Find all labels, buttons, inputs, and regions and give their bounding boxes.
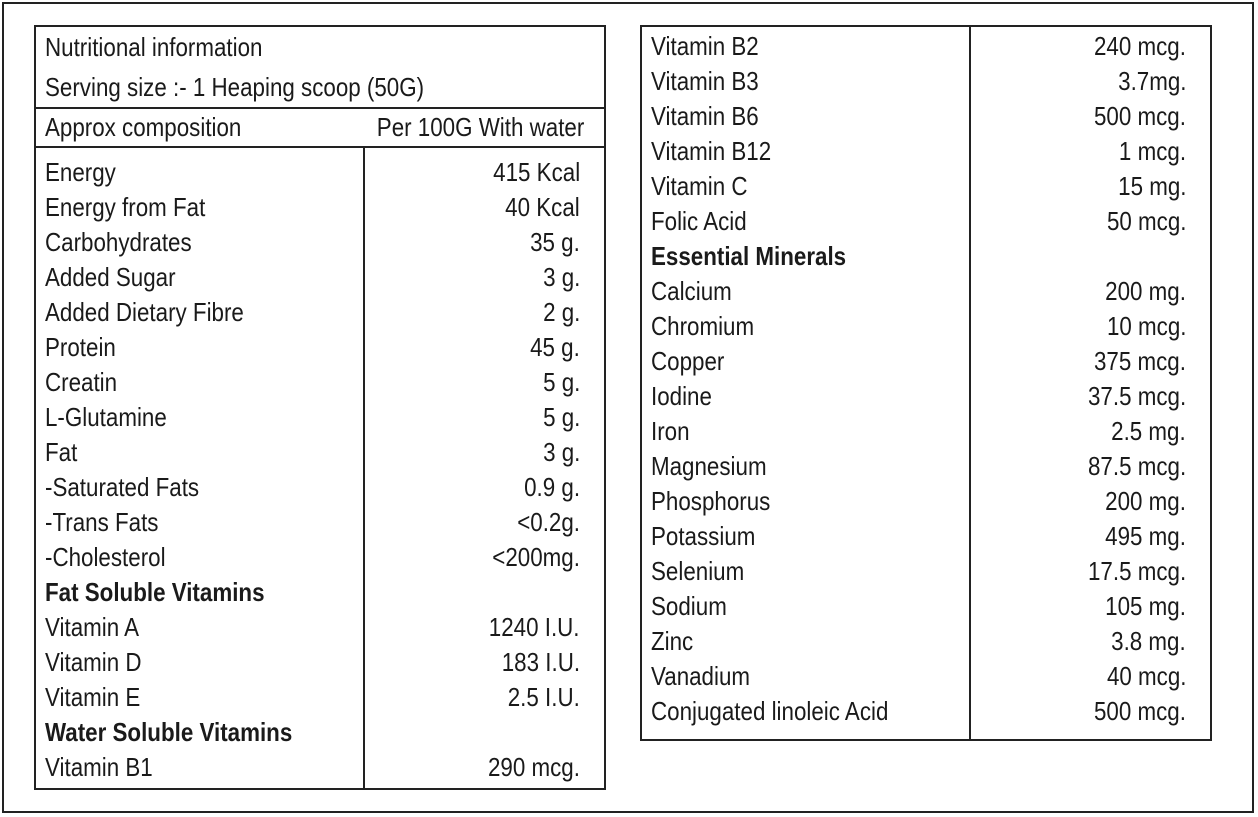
- nutrient-value: 105 mg.: [1105, 591, 1186, 621]
- nutrient-value: 375 mcg.: [1094, 346, 1186, 376]
- nutrient-value: 45 g.: [530, 332, 580, 362]
- nutrient-name: Protein: [45, 332, 116, 362]
- nutrient-value: <200mg.: [492, 542, 580, 572]
- nutrient-name: Vitamin D: [45, 647, 142, 677]
- right-nutrition-table: [640, 25, 1212, 741]
- nutrient-value: 495 mg.: [1105, 521, 1186, 551]
- nutrient-value: 0.9 g.: [524, 472, 580, 502]
- column-header-per-100g: Per 100G With water: [376, 112, 584, 142]
- nutrient-name: Vitamin B6: [651, 101, 759, 131]
- nutrient-name: Vitamin B12: [651, 136, 772, 166]
- nutrient-name: Sodium: [651, 591, 727, 621]
- nutrient-value: 1240 I.U.: [489, 612, 580, 642]
- nutrient-value: 415 Kcal: [492, 157, 580, 187]
- nutrient-name: Vitamin B2: [651, 31, 759, 61]
- nutrient-name: Iron: [651, 416, 690, 446]
- nutrient-name: Chromium: [651, 311, 755, 341]
- nutrient-name: Calcium: [651, 276, 732, 306]
- header-divider-bottom: [36, 146, 604, 148]
- column-header-composition: Approx composition: [45, 112, 242, 142]
- nutrient-name: Added Sugar: [45, 262, 176, 292]
- section-heading: Water Soluble Vitamins: [45, 717, 293, 747]
- column-divider-left: [363, 146, 365, 788]
- nutrient-value: 500 mcg.: [1094, 101, 1186, 131]
- nutrient-value: 17.5 mcg.: [1087, 556, 1186, 586]
- nutrient-value: 5 g.: [542, 367, 580, 397]
- nutrient-value: 1 mcg.: [1118, 136, 1186, 166]
- nutrient-name: Copper: [651, 346, 725, 376]
- nutrient-name: Folic Acid: [651, 206, 747, 236]
- nutrient-name: Iodine: [651, 381, 712, 411]
- nutrient-name: Phosphorus: [651, 486, 771, 516]
- nutrient-value: 240 mcg.: [1094, 31, 1186, 61]
- nutrient-value: 3 g.: [542, 437, 580, 467]
- nutrient-name: Fat: [45, 437, 78, 467]
- nutrient-name: Creatin: [45, 367, 118, 397]
- table-title: Nutritional information: [45, 32, 263, 62]
- nutrient-name: Vitamin E: [45, 682, 141, 712]
- nutrient-name: -Cholesterol: [45, 542, 166, 572]
- nutrient-value: 3 g.: [542, 262, 580, 292]
- nutrient-name: Conjugated linoleic Acid: [651, 696, 889, 726]
- nutrient-value: 3.7mg.: [1117, 66, 1186, 96]
- nutrient-value: 35 g.: [530, 227, 580, 257]
- nutrient-name: Vanadium: [651, 661, 751, 691]
- nutrient-name: Selenium: [651, 556, 745, 586]
- nutrient-value: 50 mcg.: [1106, 206, 1186, 236]
- nutrient-value: 500 mcg.: [1094, 696, 1186, 726]
- nutrient-name: Vitamin A: [45, 612, 140, 642]
- serving-size: Serving size :- 1 Heaping scoop (50G): [45, 72, 425, 102]
- nutrient-name: Zinc: [651, 626, 694, 656]
- left-nutrition-table: [34, 25, 606, 790]
- nutrient-name: Magnesium: [651, 451, 767, 481]
- nutrient-name: Carbohydrates: [45, 227, 192, 257]
- nutrient-name: Energy: [45, 157, 116, 187]
- nutrient-name: Vitamin C: [651, 171, 748, 201]
- column-divider-right: [969, 27, 971, 739]
- nutrient-value: 87.5 mcg.: [1087, 451, 1186, 481]
- nutrient-value: 2.5 I.U.: [507, 682, 580, 712]
- nutrient-value: 2.5 mg.: [1111, 416, 1186, 446]
- nutrient-value: 10 mcg.: [1106, 311, 1186, 341]
- nutrient-value: 2 g.: [542, 297, 580, 327]
- nutrient-value: 200 mg.: [1105, 486, 1186, 516]
- nutrient-name: -Saturated Fats: [45, 472, 200, 502]
- nutrient-value: 40 Kcal: [505, 192, 580, 222]
- nutrient-name: Added Dietary Fibre: [45, 297, 244, 327]
- nutrient-value: 290 mcg.: [488, 752, 580, 782]
- nutrient-name: Potassium: [651, 521, 756, 551]
- nutrient-name: L-Glutamine: [45, 402, 167, 432]
- nutrient-name: Energy from Fat: [45, 192, 206, 222]
- section-heading: Essential Minerals: [651, 241, 847, 271]
- section-heading: Fat Soluble Vitamins: [45, 577, 265, 607]
- nutrient-value: 5 g.: [542, 402, 580, 432]
- nutrient-value: 183 I.U.: [501, 647, 580, 677]
- nutrient-name: -Trans Fats: [45, 507, 159, 537]
- nutrient-value: 40 mcg.: [1106, 661, 1186, 691]
- nutrient-value: 200 mg.: [1105, 276, 1186, 306]
- nutrient-value: 3.8 mg.: [1111, 626, 1186, 656]
- nutrient-name: Vitamin B3: [651, 66, 759, 96]
- nutrient-value: <0.2g.: [517, 507, 580, 537]
- nutrient-name: Vitamin B1: [45, 752, 153, 782]
- nutrient-value: 15 mg.: [1117, 171, 1186, 201]
- nutrient-value: 37.5 mcg.: [1087, 381, 1186, 411]
- header-divider-top: [36, 107, 604, 109]
